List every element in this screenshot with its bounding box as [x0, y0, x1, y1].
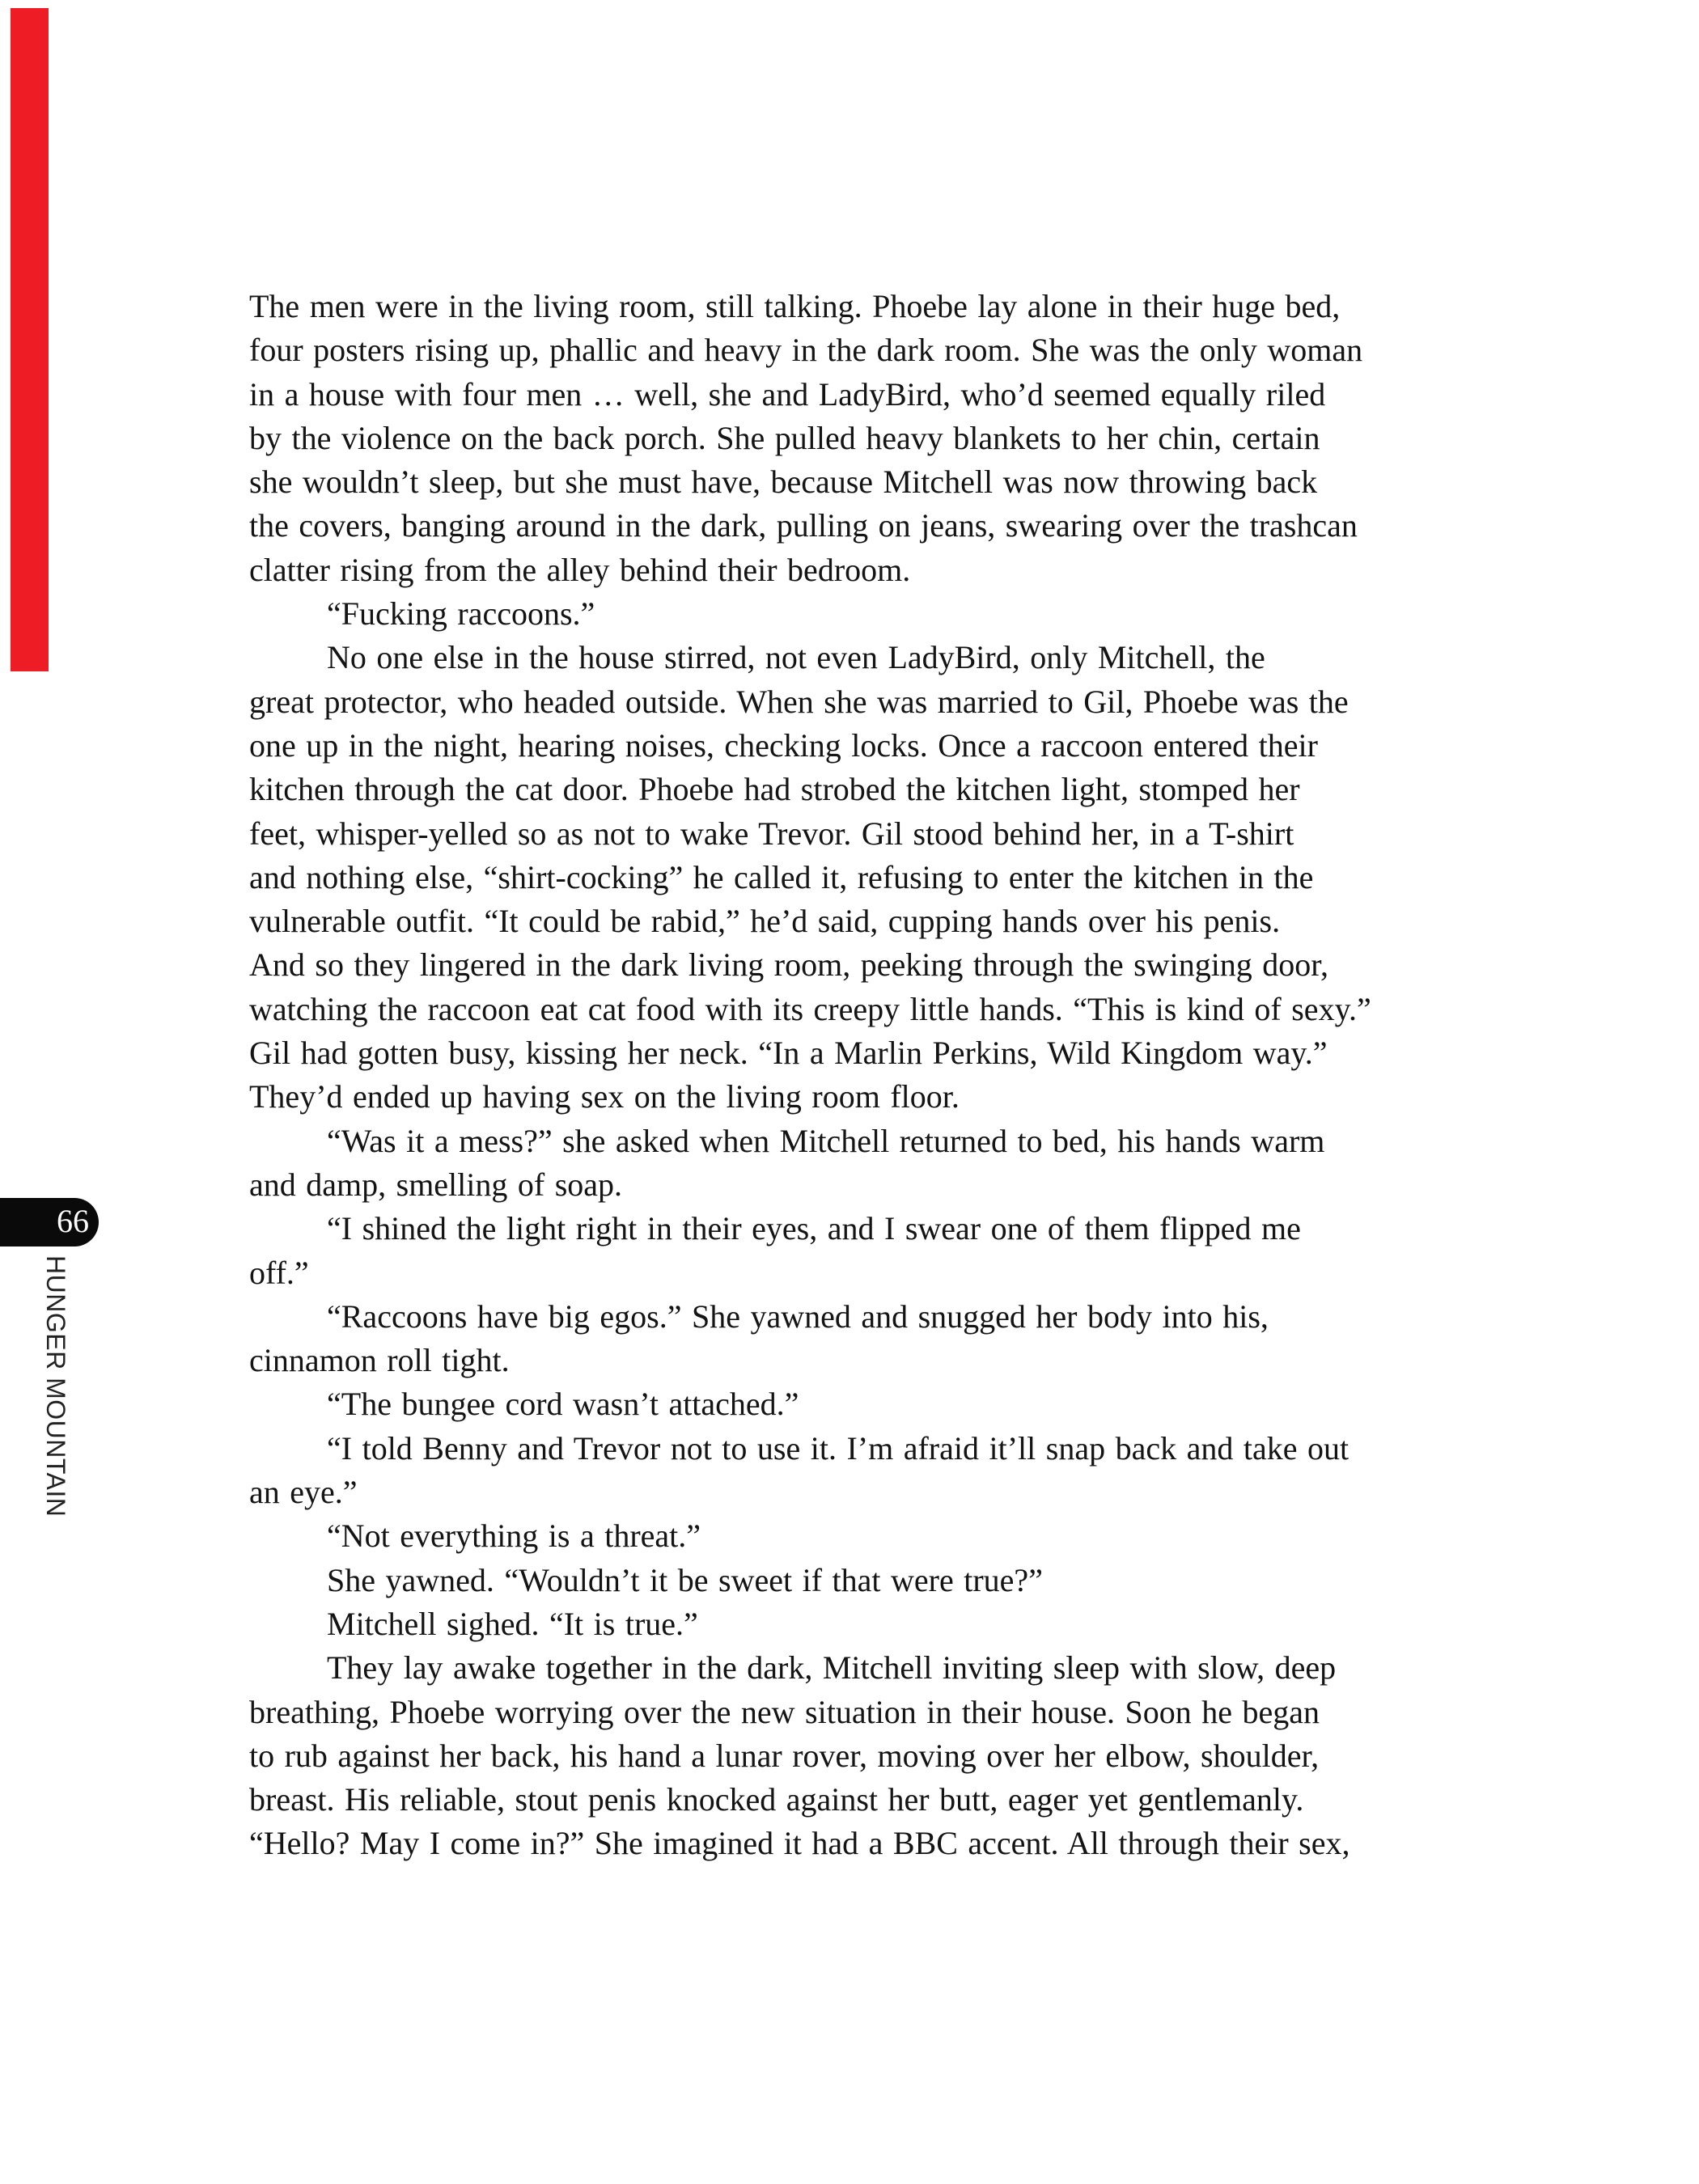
text-line: in a house with four men … well, she and LadyBird, who’d seemed equally riled [249, 375, 1326, 413]
text-line: watching the raccoon eat cat food with its creepy little hands. “This is kind of sexy.” [249, 990, 1371, 1027]
text-line: and nothing else, “shirt-cocking” he called it, refusing to enter the kitchen in the [249, 858, 1314, 895]
text-line: “Hello? May I come in?” She imagined it had a BBC accent. All through their sex, [249, 1825, 1350, 1862]
text-line: “I told Benny and Trevor not to use it. I’m afraid it’ll snap back and take out [327, 1429, 1349, 1467]
text-line: cinnamon roll tight. [249, 1342, 510, 1379]
page-number-badge [0, 1198, 99, 1246]
text-line: “Fucking raccoons.” [327, 595, 595, 633]
text-line: vulnerable outfit. “It could be rabid,” he’d said, cupping hands over his penis. [249, 903, 1281, 940]
journal-title-vertical: HUNGER MOUNTAIN [41, 1255, 70, 1517]
text-line: she wouldn’t sleep, but she must have, because Mitchell was now throwing back [249, 463, 1318, 501]
text-line: four posters rising up, phallic and heavy in the dark room. She was the only woman [249, 332, 1363, 369]
text-line: And so they lingered in the dark living room, peeking through the swinging door, [249, 946, 1329, 984]
text-line: “Not everything is a threat.” [327, 1517, 701, 1555]
text-line: breathing, Phoebe worrying over the new situation in their house. Soon he began [249, 1693, 1320, 1730]
text-line: to rub against her back, his hand a lunar rover, moving over her elbow, shoulder, [249, 1737, 1320, 1774]
text-line: Mitchell sighed. “It is true.” [327, 1605, 698, 1642]
text-line: off.” [249, 1254, 309, 1291]
text-line: They’d ended up having sex on the living room floor. [249, 1078, 960, 1115]
text-line: Gil had gotten busy, kissing her neck. “In a Marlin Perkins, Wild Kingdom way.” [249, 1035, 1328, 1072]
text-line: by the violence on the back porch. She pulled heavy blankets to her chin, certain [249, 419, 1320, 456]
text-line: great protector, who headed outside. When she was married to Gil, Phoebe was the [249, 683, 1349, 720]
text-line: an eye.” [249, 1474, 358, 1511]
text-line: “Was it a mess?” she asked when Mitchell returned to bed, his hands warm [327, 1122, 1325, 1159]
text-line: one up in the night, hearing noises, checking locks. Once a raccoon entered their [249, 726, 1318, 764]
text-line: They lay awake together in the dark, Mitchell inviting sleep with slow, deep [327, 1649, 1337, 1687]
page-number: 66 [57, 1203, 89, 1239]
body-text [249, 285, 1544, 1866]
text-line: breast. His reliable, stout penis knocked against her butt, eager yet gentlemanly. [249, 1781, 1304, 1818]
text-line: “Raccoons have big egos.” She yawned and snugged her body into his, [327, 1297, 1269, 1335]
text-line: the covers, banging around in the dark, pulling on jeans, swearing over the trashcan [249, 507, 1358, 544]
text-line: No one else in the house stirred, not even LadyBird, only Mitchell, the [327, 639, 1265, 676]
text-line: clatter rising from the alley behind their bedroom. [249, 551, 911, 588]
text-line: She yawned. “Wouldn’t it be sweet if that were true?” [327, 1561, 1043, 1598]
text-line: The men were in the living room, still talking. Phoebe lay alone in their huge bed, [249, 288, 1341, 324]
text-line: “I shined the light right in their eyes, and I swear one of them flipped me [327, 1210, 1301, 1247]
text-line: kitchen through the cat door. Phoebe had strobed the kitchen light, stomped her [249, 771, 1300, 808]
text-line: “The bungee cord wasn’t attached.” [327, 1386, 799, 1423]
text-line: feet, whisper-yelled so as not to wake Trevor. Gil stood behind her, in a T-shirt [249, 815, 1294, 852]
text-line: and damp, smelling of soap. [249, 1166, 623, 1203]
spine-accent-bar [11, 8, 49, 671]
